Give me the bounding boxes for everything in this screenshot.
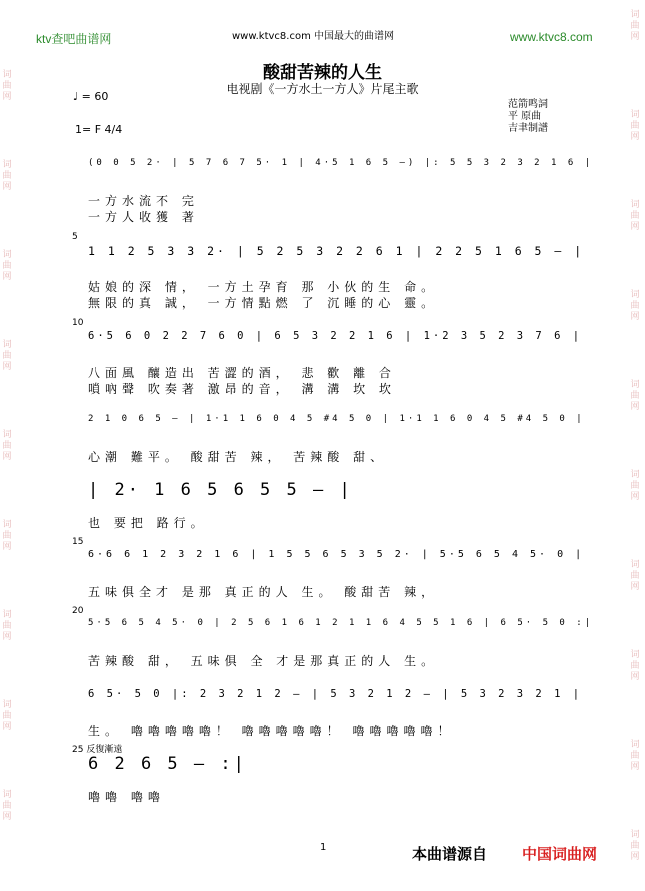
footer-source-label: 本曲谱源自 [412,845,488,863]
lyric-verse-1: 心潮 難平。 酸甜苦 辣， 苦辣酸 甜、 [88,450,388,464]
left-watermark: 词曲网 [2,250,12,282]
lyricist-credit: 范箭鸣詞 [508,99,548,110]
left-watermark: 词曲网 [2,160,12,192]
notation-row: 6·5 6 0 2 2 7 6 0 | 6 5 3 2 2 1 6 | 1·2 3 5 2 3 7 6 | [88,330,583,342]
measure-number: 10 [72,318,84,328]
page-number: 1 [320,842,327,853]
site-center-banner[interactable]: www.ktvc8.com 中国最大的曲谱网 [232,31,395,42]
site-left-link[interactable]: ktv查吧曲谱网 [36,32,112,46]
lyric-verse-1: 五味俱全才 是那 真正的人 生。 酸甜苦 辣， [88,585,439,599]
notation-row: 2 1 0 6 5 — | 1·1 1 6 0 4 5 #4 5 0 | 1·1 1 6 0 4 5 #4 5 0 | [88,414,585,424]
left-watermark: 词曲网 [2,700,12,732]
key-signature: 1= F 4/4 [75,123,123,136]
right-watermark: 词曲网 [630,200,640,232]
lyric-verse-1: 苦辣酸 甜， 五味俱 全 才是那真正的人 生。 [88,654,439,668]
lyric-verse-2: 一方人收獲 著 [88,210,199,224]
score-line [72,318,595,422]
lyric-verse-2: 嗩吶聲 吹奏著 激昂的音， 溝 溝 坎 坎 [88,382,396,396]
lyric-verse-2: 無限的真 誠， 一方情點燃 了 沉睡的心 靈。 [88,296,439,310]
lyric-verse-1: 姑娘的深 情， 一方土孕育 那 小伙的生 命。 [88,280,439,294]
right-watermark: 词曲网 [630,830,640,862]
arranger-credit: 吉聿制譜 [508,123,548,134]
lyric-verse-1: 生。 嚕嚕嚕嚕嚕！ 嚕嚕嚕嚕嚕！ 嚕嚕嚕嚕嚕！ [88,724,455,738]
measure-number: 5 [72,232,78,242]
left-watermark: 词曲网 [2,790,12,822]
right-watermark: 词曲网 [630,650,640,682]
credits [508,99,548,135]
notation-row: 6 5· 5 0 |: 2 3 2 1 2 — | 5 3 2 1 2 — | 5 3 2 3 2 1 | [88,688,583,700]
right-watermark: 词曲网 [630,380,640,412]
song-title: 酸甜苦辣的人生 [263,63,382,83]
score-line [88,158,595,250]
tempo-marking: ♩ = 60 [73,90,109,103]
lyric-verse-1: 嚕嚕 嚕嚕 [88,790,165,804]
left-watermark: 词曲网 [2,610,12,642]
right-watermark: 词曲网 [630,560,640,592]
right-watermark: 词曲网 [630,290,640,322]
left-watermark: 词曲网 [2,70,12,102]
measure-number: 15 [72,537,84,547]
measure-number: 20 [72,606,84,616]
right-watermark: 词曲网 [630,740,640,772]
composer-credit: 平 原曲 [508,111,542,122]
notation-row: (0 0 5 2· | 5 7 6 7 5· 1 | 4·5 1 6 5 —) |: 5 5 3 2 3 2 1 6 | [88,158,594,168]
left-watermark: 词曲网 [2,340,12,372]
lyric-verse-1: 一方水流不 完 [88,194,199,208]
left-watermark: 词曲网 [2,430,12,462]
right-watermark: 词曲网 [630,10,640,42]
notation-row: 1 1 2 5 3 3 2· | 5 2 5 3 2 2 6 1 | 2 2 5 1 6 5 — | [88,244,585,258]
song-subtitle: 电视剧《一方水土一方人》片尾主歌 [226,82,419,96]
footer-source-site[interactable]: 中国词曲网 [522,845,598,863]
site-right-link[interactable]: www.ktvc8.com [510,30,593,44]
notation-row: 6·6 6 1 2 3 2 1 6 | 1 5 5 6 5 3 5 2· | 5·5 6 5 4 5· 0 | [88,549,585,560]
right-watermark: 词曲网 [630,110,640,142]
lyric-verse-1: 也 要把 路行。 [88,516,208,530]
score-line [72,745,595,846]
measure-number: 25 反復漸遠 [72,745,123,755]
notation-row: 5·5 6 5 4 5· 0 | 2 5 6 1 6 1 2 1 1 6 4 5 5 1 6 | 6 5· 5 0 :| [88,618,594,628]
right-watermark: 词曲网 [630,470,640,502]
notation-row: | 2· 1 6 5 6 5 5 — | [88,480,353,500]
left-watermark: 词曲网 [2,520,12,552]
notation-row: 6 2 6 5 — :| [88,754,247,774]
lyric-verse-1: 八面風 釀造出 苦澀的酒， 悲 歡 離 合 [88,366,396,380]
